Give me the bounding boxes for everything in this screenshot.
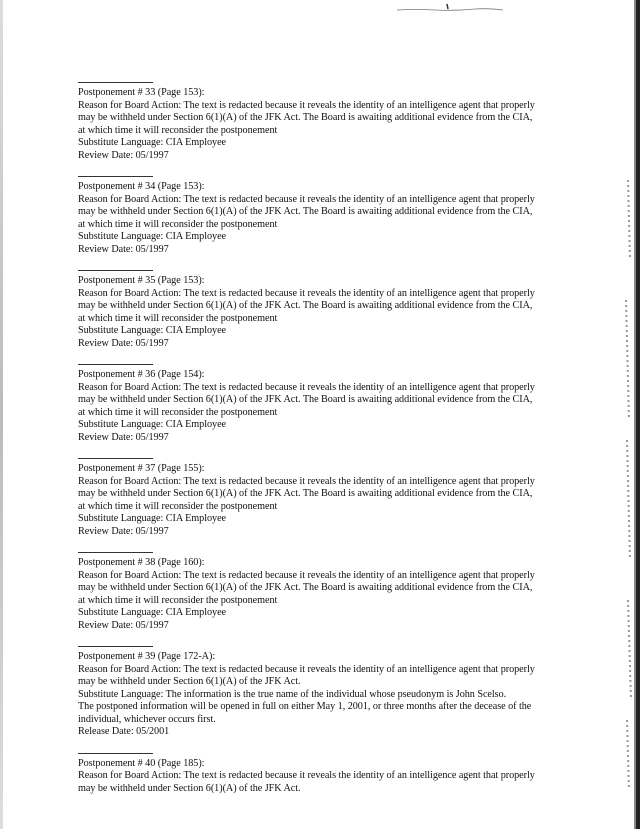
postponement-text-line: Reason for Board Action: The text is redacted because it reveals the identity of an intelligence agent that properly [78, 770, 535, 781]
postponement-text-line: Substitute Language: CIA Employee [78, 137, 227, 148]
postponement-heading: Postponement # 38 (Page 160): [78, 557, 205, 568]
postponement-text-line: Substitute Language: CIA Employee [78, 513, 227, 524]
postponement-text-line: Reason for Board Action: The text is redacted because it reveals the identity of an intelligence agent that properly [78, 99, 535, 111]
postponement-text-line: may be withheld under Section 6(1)(A) of the JFK Act. The Board is awaiting additional evidence from the CIA, [78, 488, 533, 499]
postponement-heading: Postponement # 40 (Page 185): [78, 757, 205, 769]
postponement-text-line: Reason for Board Action: The text is redacted because it reveals the identity of an intelligence agent that properly [78, 287, 535, 299]
entry-divider [78, 270, 153, 271]
entry-divider [78, 364, 153, 365]
postponement-text-line: Reason for Board Action: The text is redacted because it reveals the identity of an intelligence agent that properly [78, 569, 535, 581]
postponement-text-line: may be withheld under Section 6(1)(A) of the JFK Act. The Board is awaiting additional evidence from the CIA, [78, 206, 533, 217]
postponement-text-line: Review Date: 05/1997 [78, 337, 169, 349]
postponement-text-line: The postponed information will be opened in full on either May 1, 2001, or three months after the decease of the [78, 701, 532, 712]
entry-divider [78, 753, 153, 754]
postponement-text-line: at which time it will reconsider the postponement [78, 218, 278, 230]
postponement-text-line: may be withheld under Section 6(1)(A) of the JFK Act. The Board is awaiting additional evidence from the CIA, [78, 300, 533, 311]
postponement-text-line: Substitute Language: CIA Employee [78, 419, 227, 430]
postponement-text-line: Reason for Board Action: The text is redacted because it reveals the identity of an intelligence agent that properly [78, 193, 535, 205]
postponement-text-line: Reason for Board Action: The text is redacted because it reveals the identity of an intelligence agent that properly [78, 663, 535, 675]
postponement-heading: Postponement # 33 (Page 153): [78, 87, 205, 98]
top-pen-mark [395, 2, 505, 14]
postponement-text-line: at which time it will reconsider the postponement [78, 312, 278, 324]
postponement-text-line: Reason for Board Action: The text is redacted because it reveals the identity of an intelligence agent that properly [78, 475, 535, 487]
postponement-text-line: Reason for Board Action: The text is redacted because it reveals the identity of an intelligence agent that properly [78, 381, 535, 393]
postponement-text-line: may be withheld under Section 6(1)(A) of the JFK Act. The Board is awaiting additional evidence from the CIA, [78, 582, 533, 593]
postponement-text-line: Review Date: 05/1997 [78, 243, 169, 255]
postponement-entry [78, 82, 598, 162]
postponement-text-line: may be withheld under Section 6(1)(A) of the JFK Act. [78, 676, 301, 687]
postponement-entry [78, 646, 598, 739]
postponement-text-line: may be withheld under Section 6(1)(A) of the JFK Act. [78, 782, 301, 794]
postponement-entry [78, 552, 598, 632]
postponement-heading: Postponement # 35 (Page 153): [78, 275, 205, 286]
entry-divider [78, 82, 153, 83]
postponement-heading: Postponement # 36 (Page 154): [78, 369, 205, 380]
entry-divider [78, 458, 153, 459]
entry-divider [78, 552, 153, 553]
entry-divider [78, 176, 153, 177]
postponement-text-line: Substitute Language: CIA Employee [78, 231, 227, 242]
postponement-text-line: Review Date: 05/1997 [78, 619, 169, 631]
left-scan-edge [0, 0, 3, 829]
postponement-heading: Postponement # 39 (Page 172-A): [78, 651, 216, 662]
postponement-text-line: may be withheld under Section 6(1)(A) of the JFK Act. The Board is awaiting additional evidence from the CIA, [78, 394, 533, 405]
postponement-heading: Postponement # 34 (Page 153): [78, 181, 205, 192]
postponement-heading: Postponement # 37 (Page 155): [78, 463, 205, 474]
postponement-text-line: at which time it will reconsider the postponement [78, 406, 278, 418]
postponement-entry [78, 364, 598, 444]
postponement-text-line: Substitute Language: CIA Employee [78, 325, 227, 336]
postponement-text-line: Review Date: 05/1997 [78, 149, 169, 161]
postponement-list [78, 82, 598, 809]
postponement-entry [78, 458, 598, 538]
postponement-text-line: may be withheld under Section 6(1)(A) of the JFK Act. The Board is awaiting additional evidence from the CIA, [78, 112, 533, 123]
postponement-text-line: at which time it will reconsider the postponement [78, 500, 278, 512]
postponement-text-line: individual, whichever occurs first. [78, 713, 216, 725]
entry-divider [78, 646, 153, 647]
postponement-entry [78, 176, 598, 256]
postponement-text-line: Review Date: 05/1997 [78, 431, 169, 443]
postponement-text-line: Release Date: 05/2001 [78, 726, 170, 737]
postponement-text-line: at which time it will reconsider the postponement [78, 594, 278, 606]
postponement-entry [78, 753, 598, 796]
right-scan-edge [618, 0, 640, 829]
postponement-entry [78, 270, 598, 350]
postponement-text-line: Substitute Language: CIA Employee [78, 607, 227, 618]
postponement-text-line: at which time it will reconsider the postponement [78, 124, 278, 136]
postponement-text-line: Substitute Language: The information is the true name of the individual whose pseudonym is John Scelso. [78, 688, 507, 700]
postponement-text-line: Review Date: 05/1997 [78, 525, 169, 537]
